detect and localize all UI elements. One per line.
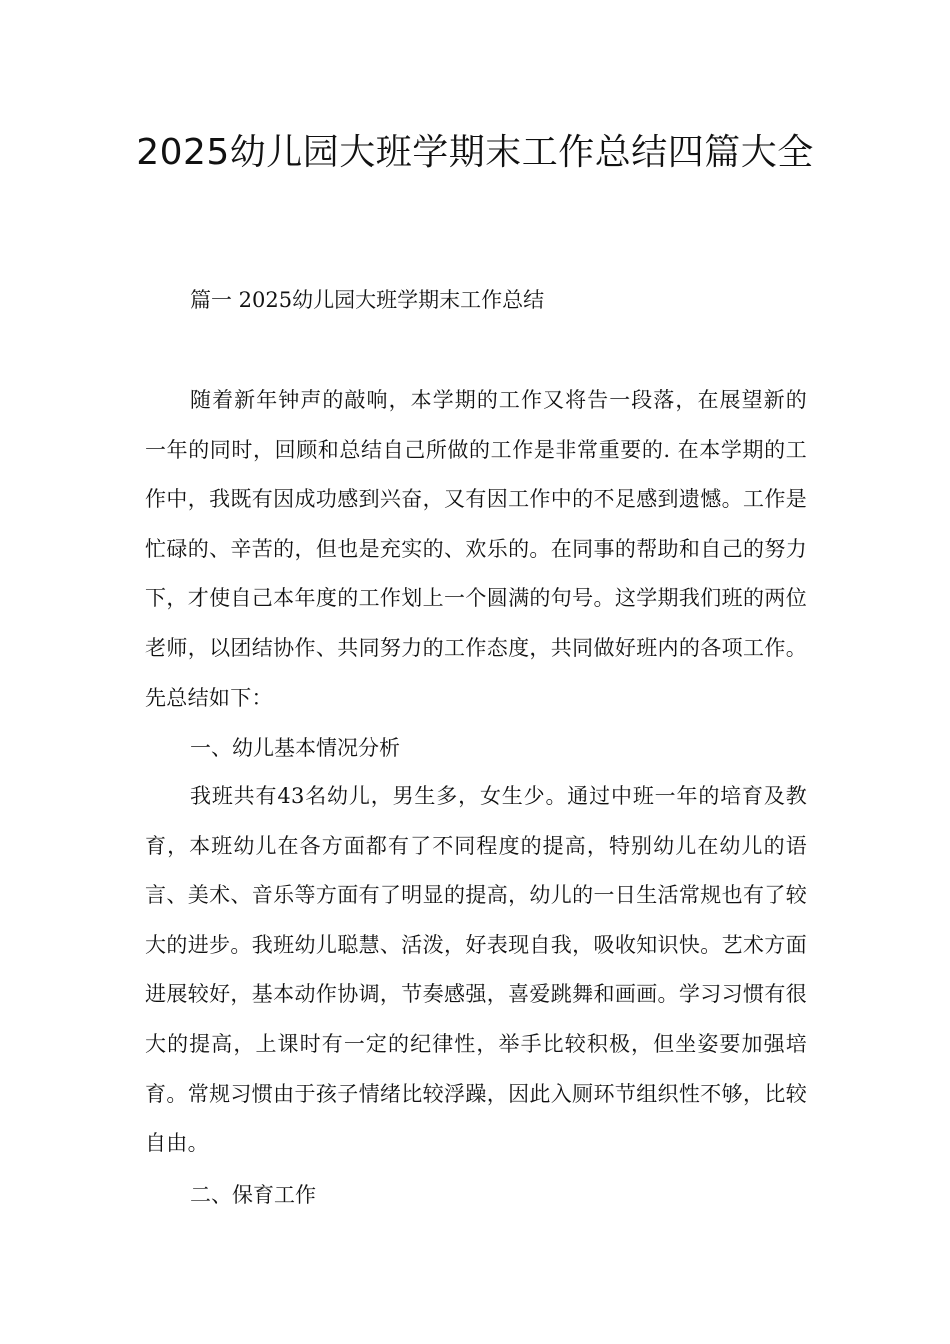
section-heading-care-work: 二、保育工作 [190,1183,316,1207]
intro-paragraph: 随着新年钟声的敲响，本学期的工作又将告一段落，在展望新的一年的同时，回顾和总结自己所做的工作是非常重要的. 在本学期的工作中，我既有因成功感到兴奋，又有因工作中的不足感到遗憾。工作是忙碌的、辛苦的，但也是充实的、欢乐的。在同事的帮助和自己的努力下，才使自己本年度的工作划上一个圆满的句号。这学期我们班的两位老师，以团结协作、共同努力的工作态度，共同做好班内的各项工作。先总结如下： [145,388,807,710]
document-title: 2025幼儿园大班学期末工作总结四篇大全 [136,132,814,173]
child-analysis-paragraph: 我班共有43名幼儿，男生多，女生少。通过中班一年的培育及教育，本班幼儿在各方面都有了不同程度的提高，特别幼儿在幼儿的语言、美术、音乐等方面有了明显的提高，幼儿的一日生活常规也有了较大的进步。我班幼儿聪慧、活泼，好表现自我，吸收知识快。艺术方面进展较好，基本动作协调，节奏感强，喜爱跳舞和画画。学习习惯有很大的提高，上课时有一定的纪律性，举手比较积极，但坐姿要加强培育。常规习惯由于孩子情绪比较浮躁，因此入厕环节组织性不够，比较自由。 [145,784,807,1156]
section-heading-child-analysis: 一、幼儿基本情况分析 [190,736,400,760]
article-heading: 篇一 2025幼儿园大班学期末工作总结 [190,288,545,312]
